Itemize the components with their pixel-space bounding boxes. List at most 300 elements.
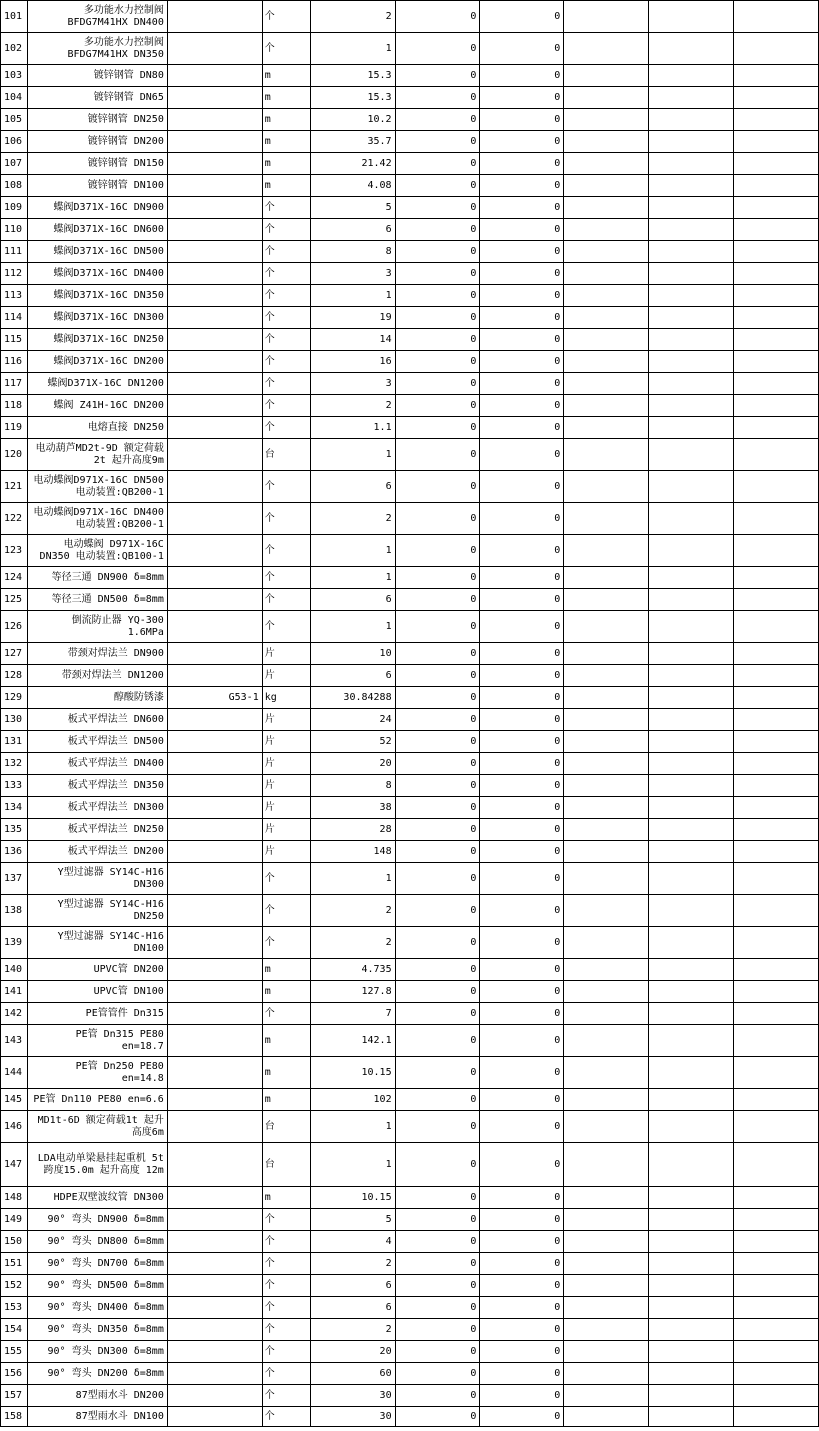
empty-cell[interactable] (734, 197, 819, 219)
empty-cell[interactable] (734, 131, 819, 153)
item-value-1[interactable]: 0 (395, 1297, 480, 1319)
item-value-1[interactable]: 0 (395, 439, 480, 471)
item-value-2[interactable]: 0 (480, 503, 564, 535)
item-quantity[interactable]: 1 (310, 439, 395, 471)
item-name[interactable]: 带颈对焊法兰 DN1200 (27, 665, 167, 687)
row-number[interactable]: 104 (1, 87, 28, 109)
empty-cell[interactable] (734, 1407, 819, 1427)
item-name[interactable]: 蝶阀D371X-16C DN250 (27, 329, 167, 351)
item-name[interactable]: 板式平焊法兰 DN500 (27, 731, 167, 753)
empty-cell[interactable] (649, 153, 734, 175)
item-value-1[interactable]: 0 (395, 373, 480, 395)
empty-cell[interactable] (649, 643, 734, 665)
item-quantity[interactable]: 10 (310, 643, 395, 665)
item-quantity[interactable]: 127.8 (310, 981, 395, 1003)
empty-cell[interactable] (564, 1319, 649, 1341)
empty-cell[interactable] (649, 731, 734, 753)
item-spec[interactable] (167, 329, 262, 351)
item-name[interactable]: 蝶阀D371X-16C DN900 (27, 197, 167, 219)
empty-cell[interactable] (649, 1025, 734, 1057)
item-value-1[interactable]: 0 (395, 589, 480, 611)
item-spec[interactable] (167, 1111, 262, 1143)
item-spec[interactable] (167, 1407, 262, 1427)
item-unit[interactable]: 个 (262, 197, 310, 219)
item-value-2[interactable]: 0 (480, 709, 564, 731)
empty-cell[interactable] (649, 1, 734, 33)
empty-cell[interactable] (564, 665, 649, 687)
empty-cell[interactable] (564, 87, 649, 109)
row-number[interactable]: 133 (1, 775, 28, 797)
item-name[interactable]: 等径三通 DN500 δ=8mm (27, 589, 167, 611)
item-name[interactable]: 90° 弯头 DN700 δ=8mm (27, 1253, 167, 1275)
item-name[interactable]: 板式平焊法兰 DN600 (27, 709, 167, 731)
item-value-2[interactable]: 0 (480, 87, 564, 109)
empty-cell[interactable] (649, 87, 734, 109)
item-value-2[interactable]: 0 (480, 471, 564, 503)
empty-cell[interactable] (734, 1253, 819, 1275)
empty-cell[interactable] (564, 611, 649, 643)
item-name[interactable]: 板式平焊法兰 DN350 (27, 775, 167, 797)
item-quantity[interactable]: 6 (310, 1297, 395, 1319)
item-spec[interactable] (167, 611, 262, 643)
item-name[interactable]: 87型雨水斗 DN200 (27, 1385, 167, 1407)
item-spec[interactable] (167, 895, 262, 927)
row-number[interactable]: 132 (1, 753, 28, 775)
item-name[interactable]: PE管管件 Dn315 (27, 1003, 167, 1025)
empty-cell[interactable] (564, 589, 649, 611)
empty-cell[interactable] (734, 819, 819, 841)
item-value-1[interactable]: 0 (395, 1275, 480, 1297)
item-unit[interactable]: 个 (262, 863, 310, 895)
item-name[interactable]: PE管 Dn110 PE80 en=6.6 (27, 1089, 167, 1111)
item-name[interactable]: 90° 弯头 DN800 δ=8mm (27, 1231, 167, 1253)
item-quantity[interactable]: 15.3 (310, 87, 395, 109)
row-number[interactable]: 147 (1, 1143, 28, 1187)
item-quantity[interactable]: 3 (310, 373, 395, 395)
empty-cell[interactable] (564, 1297, 649, 1319)
item-spec[interactable] (167, 1363, 262, 1385)
item-quantity[interactable]: 2 (310, 1319, 395, 1341)
item-spec[interactable] (167, 175, 262, 197)
empty-cell[interactable] (649, 241, 734, 263)
item-value-1[interactable]: 0 (395, 753, 480, 775)
empty-cell[interactable] (734, 417, 819, 439)
empty-cell[interactable] (564, 241, 649, 263)
item-name[interactable]: 板式平焊法兰 DN200 (27, 841, 167, 863)
item-name[interactable]: 镀锌钢管 DN80 (27, 65, 167, 87)
item-quantity[interactable]: 35.7 (310, 131, 395, 153)
item-value-1[interactable]: 0 (395, 1341, 480, 1363)
item-unit[interactable]: 个 (262, 567, 310, 589)
item-name[interactable]: 多功能水力控制阀 BFDG7M41HX DN400 (27, 1, 167, 33)
empty-cell[interactable] (734, 351, 819, 373)
row-number[interactable]: 130 (1, 709, 28, 731)
item-name[interactable]: 镀锌钢管 DN200 (27, 131, 167, 153)
row-number[interactable]: 107 (1, 153, 28, 175)
empty-cell[interactable] (734, 1363, 819, 1385)
empty-cell[interactable] (734, 731, 819, 753)
item-quantity[interactable]: 30.84288 (310, 687, 395, 709)
row-number[interactable]: 101 (1, 1, 28, 33)
row-number[interactable]: 145 (1, 1089, 28, 1111)
empty-cell[interactable] (649, 307, 734, 329)
empty-cell[interactable] (734, 753, 819, 775)
item-value-2[interactable]: 0 (480, 395, 564, 417)
item-value-2[interactable]: 0 (480, 1003, 564, 1025)
item-value-1[interactable]: 0 (395, 33, 480, 65)
item-name[interactable]: 等径三通 DN900 δ=8mm (27, 567, 167, 589)
row-number[interactable]: 148 (1, 1187, 28, 1209)
empty-cell[interactable] (649, 797, 734, 819)
empty-cell[interactable] (564, 863, 649, 895)
empty-cell[interactable] (564, 1, 649, 33)
item-value-2[interactable]: 0 (480, 1297, 564, 1319)
item-value-2[interactable]: 0 (480, 1363, 564, 1385)
item-unit[interactable]: 个 (262, 285, 310, 307)
empty-cell[interactable] (564, 1253, 649, 1275)
empty-cell[interactable] (649, 1089, 734, 1111)
item-value-2[interactable]: 0 (480, 109, 564, 131)
item-name[interactable]: 电熔直接 DN250 (27, 417, 167, 439)
item-quantity[interactable]: 30 (310, 1385, 395, 1407)
item-unit[interactable]: 个 (262, 1003, 310, 1025)
item-quantity[interactable]: 6 (310, 589, 395, 611)
empty-cell[interactable] (649, 285, 734, 307)
item-spec[interactable] (167, 1275, 262, 1297)
row-number[interactable]: 143 (1, 1025, 28, 1057)
empty-cell[interactable] (564, 959, 649, 981)
empty-cell[interactable] (649, 1407, 734, 1427)
item-spec[interactable] (167, 1341, 262, 1363)
item-value-1[interactable]: 0 (395, 87, 480, 109)
item-spec[interactable] (167, 471, 262, 503)
empty-cell[interactable] (649, 373, 734, 395)
item-name[interactable]: 醇酸防锈漆 (27, 687, 167, 709)
item-value-1[interactable]: 0 (395, 417, 480, 439)
empty-cell[interactable] (564, 33, 649, 65)
item-value-1[interactable]: 0 (395, 819, 480, 841)
empty-cell[interactable] (564, 731, 649, 753)
item-name[interactable]: 蝶阀D371X-16C DN200 (27, 351, 167, 373)
item-unit[interactable]: 个 (262, 1, 310, 33)
item-name[interactable]: 镀锌钢管 DN150 (27, 153, 167, 175)
row-number[interactable]: 137 (1, 863, 28, 895)
item-unit[interactable]: 个 (262, 373, 310, 395)
empty-cell[interactable] (564, 65, 649, 87)
empty-cell[interactable] (734, 175, 819, 197)
item-name[interactable]: 90° 弯头 DN900 δ=8mm (27, 1209, 167, 1231)
item-name[interactable]: 蝶阀D371X-16C DN350 (27, 285, 167, 307)
row-number[interactable]: 153 (1, 1297, 28, 1319)
item-quantity[interactable]: 10.15 (310, 1187, 395, 1209)
item-spec[interactable] (167, 219, 262, 241)
empty-cell[interactable] (564, 503, 649, 535)
row-number[interactable]: 108 (1, 175, 28, 197)
item-spec[interactable] (167, 643, 262, 665)
empty-cell[interactable] (734, 665, 819, 687)
item-value-1[interactable]: 0 (395, 131, 480, 153)
item-unit[interactable]: 片 (262, 665, 310, 687)
empty-cell[interactable] (734, 1319, 819, 1341)
item-quantity[interactable]: 6 (310, 1275, 395, 1297)
item-value-1[interactable]: 0 (395, 1319, 480, 1341)
item-spec[interactable] (167, 1187, 262, 1209)
empty-cell[interactable] (564, 351, 649, 373)
empty-cell[interactable] (564, 567, 649, 589)
item-unit[interactable]: 个 (262, 611, 310, 643)
empty-cell[interactable] (734, 263, 819, 285)
item-value-1[interactable]: 0 (395, 285, 480, 307)
item-value-1[interactable]: 0 (395, 109, 480, 131)
item-value-2[interactable]: 0 (480, 863, 564, 895)
empty-cell[interactable] (734, 1341, 819, 1363)
item-quantity[interactable]: 2 (310, 1, 395, 33)
row-number[interactable]: 105 (1, 109, 28, 131)
item-value-2[interactable]: 0 (480, 219, 564, 241)
item-name[interactable]: Y型过滤器 SY14C-H16 DN250 (27, 895, 167, 927)
item-quantity[interactable]: 10.2 (310, 109, 395, 131)
item-unit[interactable]: 个 (262, 1363, 310, 1385)
item-value-2[interactable]: 0 (480, 535, 564, 567)
item-value-2[interactable]: 0 (480, 1319, 564, 1341)
item-unit[interactable]: m (262, 1057, 310, 1089)
item-unit[interactable]: 台 (262, 1143, 310, 1187)
item-quantity[interactable]: 1 (310, 33, 395, 65)
empty-cell[interactable] (564, 1363, 649, 1385)
empty-cell[interactable] (564, 285, 649, 307)
item-unit[interactable]: 个 (262, 1275, 310, 1297)
row-number[interactable]: 142 (1, 1003, 28, 1025)
item-quantity[interactable]: 2 (310, 1253, 395, 1275)
empty-cell[interactable] (649, 219, 734, 241)
empty-cell[interactable] (649, 819, 734, 841)
empty-cell[interactable] (734, 153, 819, 175)
item-name[interactable]: 90° 弯头 DN350 δ=8mm (27, 1319, 167, 1341)
item-value-1[interactable]: 0 (395, 1143, 480, 1187)
item-unit[interactable]: 个 (262, 241, 310, 263)
empty-cell[interactable] (564, 1187, 649, 1209)
empty-cell[interactable] (734, 1111, 819, 1143)
item-value-1[interactable]: 0 (395, 895, 480, 927)
item-quantity[interactable]: 52 (310, 731, 395, 753)
item-unit[interactable]: 个 (262, 395, 310, 417)
empty-cell[interactable] (564, 535, 649, 567)
item-unit[interactable]: 个 (262, 329, 310, 351)
item-value-2[interactable]: 0 (480, 665, 564, 687)
row-number[interactable]: 117 (1, 373, 28, 395)
empty-cell[interactable] (564, 775, 649, 797)
item-spec[interactable] (167, 959, 262, 981)
empty-cell[interactable] (564, 1385, 649, 1407)
item-unit[interactable]: 个 (262, 219, 310, 241)
empty-cell[interactable] (564, 1275, 649, 1297)
empty-cell[interactable] (649, 775, 734, 797)
item-quantity[interactable]: 148 (310, 841, 395, 863)
empty-cell[interactable] (734, 1385, 819, 1407)
item-value-1[interactable]: 0 (395, 1253, 480, 1275)
item-spec[interactable] (167, 1003, 262, 1025)
item-quantity[interactable]: 8 (310, 241, 395, 263)
item-unit[interactable]: 个 (262, 417, 310, 439)
item-name[interactable]: 蝶阀D371X-16C DN1200 (27, 373, 167, 395)
item-spec[interactable] (167, 417, 262, 439)
row-number[interactable]: 136 (1, 841, 28, 863)
item-value-1[interactable]: 0 (395, 1, 480, 33)
empty-cell[interactable] (564, 753, 649, 775)
empty-cell[interactable] (564, 153, 649, 175)
item-name[interactable]: 板式平焊法兰 DN250 (27, 819, 167, 841)
item-value-1[interactable]: 0 (395, 65, 480, 87)
item-name[interactable]: 电动蝶阀D971X-16C DN400 电动装置:QB200-1 (27, 503, 167, 535)
empty-cell[interactable] (564, 1003, 649, 1025)
empty-cell[interactable] (564, 643, 649, 665)
empty-cell[interactable] (649, 841, 734, 863)
empty-cell[interactable] (734, 841, 819, 863)
item-quantity[interactable]: 2 (310, 503, 395, 535)
item-quantity[interactable]: 4.08 (310, 175, 395, 197)
empty-cell[interactable] (564, 1025, 649, 1057)
item-unit[interactable]: m (262, 1089, 310, 1111)
item-name[interactable]: UPVC管 DN200 (27, 959, 167, 981)
item-spec[interactable] (167, 373, 262, 395)
item-value-2[interactable]: 0 (480, 775, 564, 797)
item-value-2[interactable]: 0 (480, 1143, 564, 1187)
item-value-2[interactable]: 0 (480, 981, 564, 1003)
row-number[interactable]: 134 (1, 797, 28, 819)
empty-cell[interactable] (734, 65, 819, 87)
item-value-2[interactable]: 0 (480, 927, 564, 959)
item-value-2[interactable]: 0 (480, 643, 564, 665)
item-value-2[interactable]: 0 (480, 797, 564, 819)
item-value-2[interactable]: 0 (480, 1253, 564, 1275)
empty-cell[interactable] (564, 219, 649, 241)
item-unit[interactable]: 个 (262, 263, 310, 285)
empty-cell[interactable] (734, 1275, 819, 1297)
item-value-2[interactable]: 0 (480, 65, 564, 87)
item-value-1[interactable]: 0 (395, 1089, 480, 1111)
item-quantity[interactable]: 142.1 (310, 1025, 395, 1057)
empty-cell[interactable] (564, 895, 649, 927)
item-spec[interactable] (167, 927, 262, 959)
item-name[interactable]: 板式平焊法兰 DN300 (27, 797, 167, 819)
item-name[interactable]: 蝶阀D371X-16C DN600 (27, 219, 167, 241)
item-name[interactable]: 镀锌钢管 DN250 (27, 109, 167, 131)
item-value-2[interactable]: 0 (480, 895, 564, 927)
item-spec[interactable] (167, 709, 262, 731)
empty-cell[interactable] (734, 109, 819, 131)
row-number[interactable]: 103 (1, 65, 28, 87)
item-value-2[interactable]: 0 (480, 1, 564, 33)
empty-cell[interactable] (564, 797, 649, 819)
empty-cell[interactable] (649, 1363, 734, 1385)
item-name[interactable]: 蝶阀D371X-16C DN500 (27, 241, 167, 263)
empty-cell[interactable] (564, 263, 649, 285)
item-unit[interactable]: 片 (262, 841, 310, 863)
item-value-1[interactable]: 0 (395, 981, 480, 1003)
item-name[interactable]: 蝶阀D371X-16C DN400 (27, 263, 167, 285)
item-value-1[interactable]: 0 (395, 775, 480, 797)
item-name[interactable]: 带颈对焊法兰 DN900 (27, 643, 167, 665)
row-number[interactable]: 114 (1, 307, 28, 329)
item-value-2[interactable]: 0 (480, 1089, 564, 1111)
empty-cell[interactable] (734, 1, 819, 33)
item-unit[interactable]: m (262, 1187, 310, 1209)
item-unit[interactable]: m (262, 1025, 310, 1057)
empty-cell[interactable] (734, 1187, 819, 1209)
item-quantity[interactable]: 20 (310, 753, 395, 775)
item-value-1[interactable]: 0 (395, 927, 480, 959)
item-quantity[interactable]: 60 (310, 1363, 395, 1385)
item-quantity[interactable]: 10.15 (310, 1057, 395, 1089)
empty-cell[interactable] (734, 1143, 819, 1187)
item-quantity[interactable]: 14 (310, 329, 395, 351)
item-value-2[interactable]: 0 (480, 841, 564, 863)
empty-cell[interactable] (649, 503, 734, 535)
item-value-2[interactable]: 0 (480, 197, 564, 219)
item-unit[interactable]: m (262, 87, 310, 109)
item-value-2[interactable]: 0 (480, 1187, 564, 1209)
item-value-2[interactable]: 0 (480, 175, 564, 197)
item-spec[interactable] (167, 65, 262, 87)
item-spec[interactable] (167, 1, 262, 33)
empty-cell[interactable] (564, 329, 649, 351)
item-value-1[interactable]: 0 (395, 1057, 480, 1089)
row-number[interactable]: 138 (1, 895, 28, 927)
empty-cell[interactable] (649, 1319, 734, 1341)
row-number[interactable]: 123 (1, 535, 28, 567)
item-spec[interactable]: G53-1 (167, 687, 262, 709)
empty-cell[interactable] (564, 819, 649, 841)
row-number[interactable]: 121 (1, 471, 28, 503)
empty-cell[interactable] (734, 503, 819, 535)
empty-cell[interactable] (734, 1209, 819, 1231)
item-quantity[interactable]: 20 (310, 1341, 395, 1363)
item-spec[interactable] (167, 263, 262, 285)
empty-cell[interactable] (649, 329, 734, 351)
item-value-1[interactable]: 0 (395, 863, 480, 895)
item-value-1[interactable]: 0 (395, 1363, 480, 1385)
item-value-2[interactable]: 0 (480, 373, 564, 395)
item-value-1[interactable]: 0 (395, 307, 480, 329)
item-value-2[interactable]: 0 (480, 417, 564, 439)
item-value-1[interactable]: 0 (395, 665, 480, 687)
empty-cell[interactable] (649, 1111, 734, 1143)
item-quantity[interactable]: 1 (310, 535, 395, 567)
item-name[interactable]: 多功能水力控制阀 BFDG7M41HX DN350 (27, 33, 167, 65)
item-value-2[interactable]: 0 (480, 241, 564, 263)
item-quantity[interactable]: 19 (310, 307, 395, 329)
empty-cell[interactable] (564, 471, 649, 503)
item-spec[interactable] (167, 1089, 262, 1111)
item-name[interactable]: 87型雨水斗 DN100 (27, 1407, 167, 1427)
row-number[interactable]: 139 (1, 927, 28, 959)
item-quantity[interactable]: 6 (310, 471, 395, 503)
item-unit[interactable]: 片 (262, 731, 310, 753)
item-value-2[interactable]: 0 (480, 589, 564, 611)
empty-cell[interactable] (564, 395, 649, 417)
empty-cell[interactable] (734, 1057, 819, 1089)
empty-cell[interactable] (649, 1209, 734, 1231)
empty-cell[interactable] (649, 395, 734, 417)
item-quantity[interactable]: 2 (310, 395, 395, 417)
row-number[interactable]: 141 (1, 981, 28, 1003)
empty-cell[interactable] (734, 1297, 819, 1319)
item-quantity[interactable]: 1 (310, 1143, 395, 1187)
empty-cell[interactable] (734, 373, 819, 395)
item-value-1[interactable]: 0 (395, 567, 480, 589)
item-spec[interactable] (167, 841, 262, 863)
item-quantity[interactable]: 1 (310, 1111, 395, 1143)
